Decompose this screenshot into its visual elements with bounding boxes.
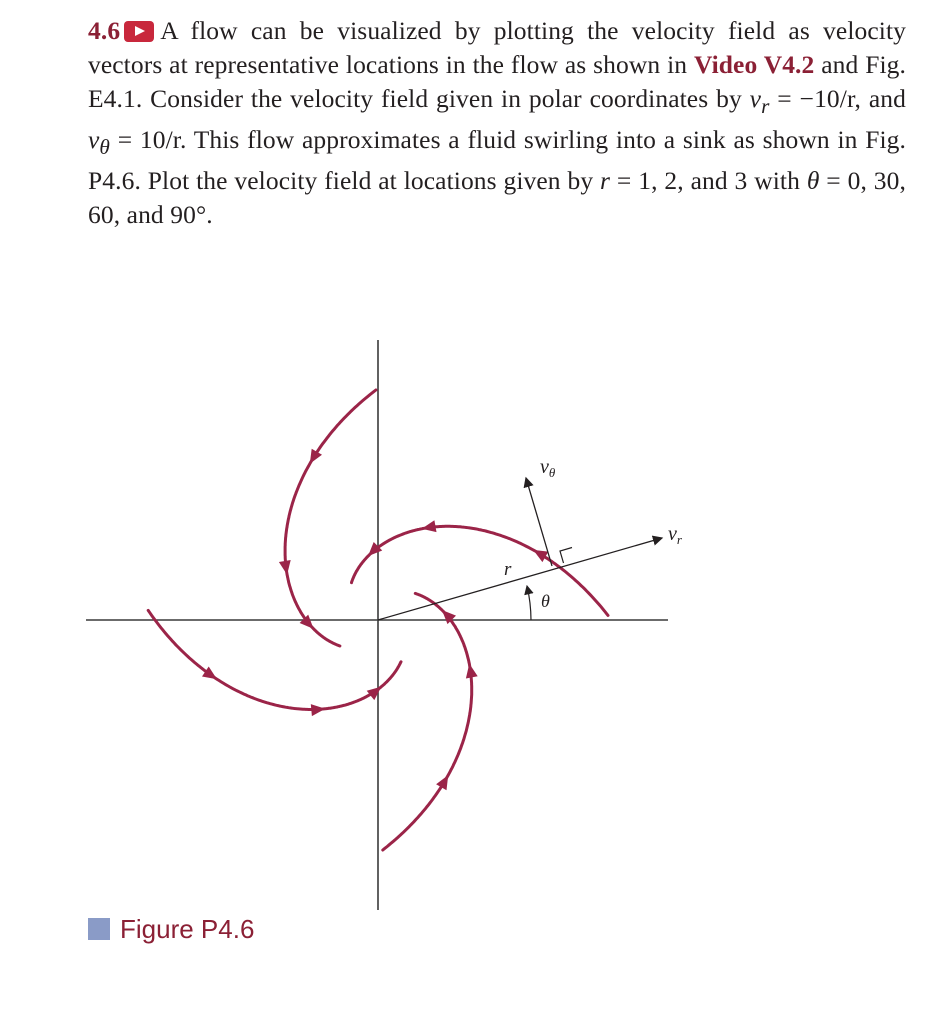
vtheta-label: $v_\theta$ [540,456,556,480]
theta-arc [527,586,531,620]
vtheta-symbol: v [88,125,100,155]
flow-arrowhead [442,610,456,624]
flow-arrowhead [466,664,478,679]
figure-caption [88,914,254,945]
radial-direction-line [378,538,662,620]
caption-text: Figure P4.6 [120,914,255,944]
vr-subscript: r [761,94,770,119]
flow-arrowhead [300,615,314,629]
problem-number: 4.6 [88,16,121,45]
vtheta-expression: = 10/r. [117,125,187,155]
vr-symbol: v [749,84,762,113]
caption-marker [88,918,110,940]
r-label: r [504,559,512,580]
r-variable: r [600,166,611,196]
spiral-streamline [285,390,376,646]
vtheta-subscript: θ [99,135,110,160]
r-values: = 1, 2, and 3 with [616,166,800,196]
flow-arrowhead [279,560,291,575]
problem-text-3: This flow approximates a fluid swirling into a sink as shown in Fig. P4.6. Plot the velocity field at locations given by [88,125,906,196]
vr-label: $v_r$ [668,523,682,547]
spiral-streamline [352,526,609,615]
video-link[interactable]: Video V4.2 [694,50,815,79]
flow-arrowhead [367,687,382,701]
theta-label: θ [541,591,550,611]
spiral-streamline [383,593,472,850]
and-word: and [868,84,906,113]
flow-arrowhead [310,449,322,464]
spiral-streamline [148,610,401,709]
right-angle-marker [560,548,572,564]
vr-expression: = −10/r, [777,84,862,113]
flow-arrowhead [368,542,382,556]
problem-text-2: and Fig. E4.1. Consider the velocity field given in polar coordinates by [88,50,907,113]
flow-arrowhead [422,520,437,532]
problem-text-1: A flow can be visualized by plotting the velocity field as velocity vectors at representative locations in the flow as shown in [88,16,906,79]
theta-values: = 0, 30, 60, and 90°. [88,166,906,230]
theta-variable: θ [806,166,820,196]
